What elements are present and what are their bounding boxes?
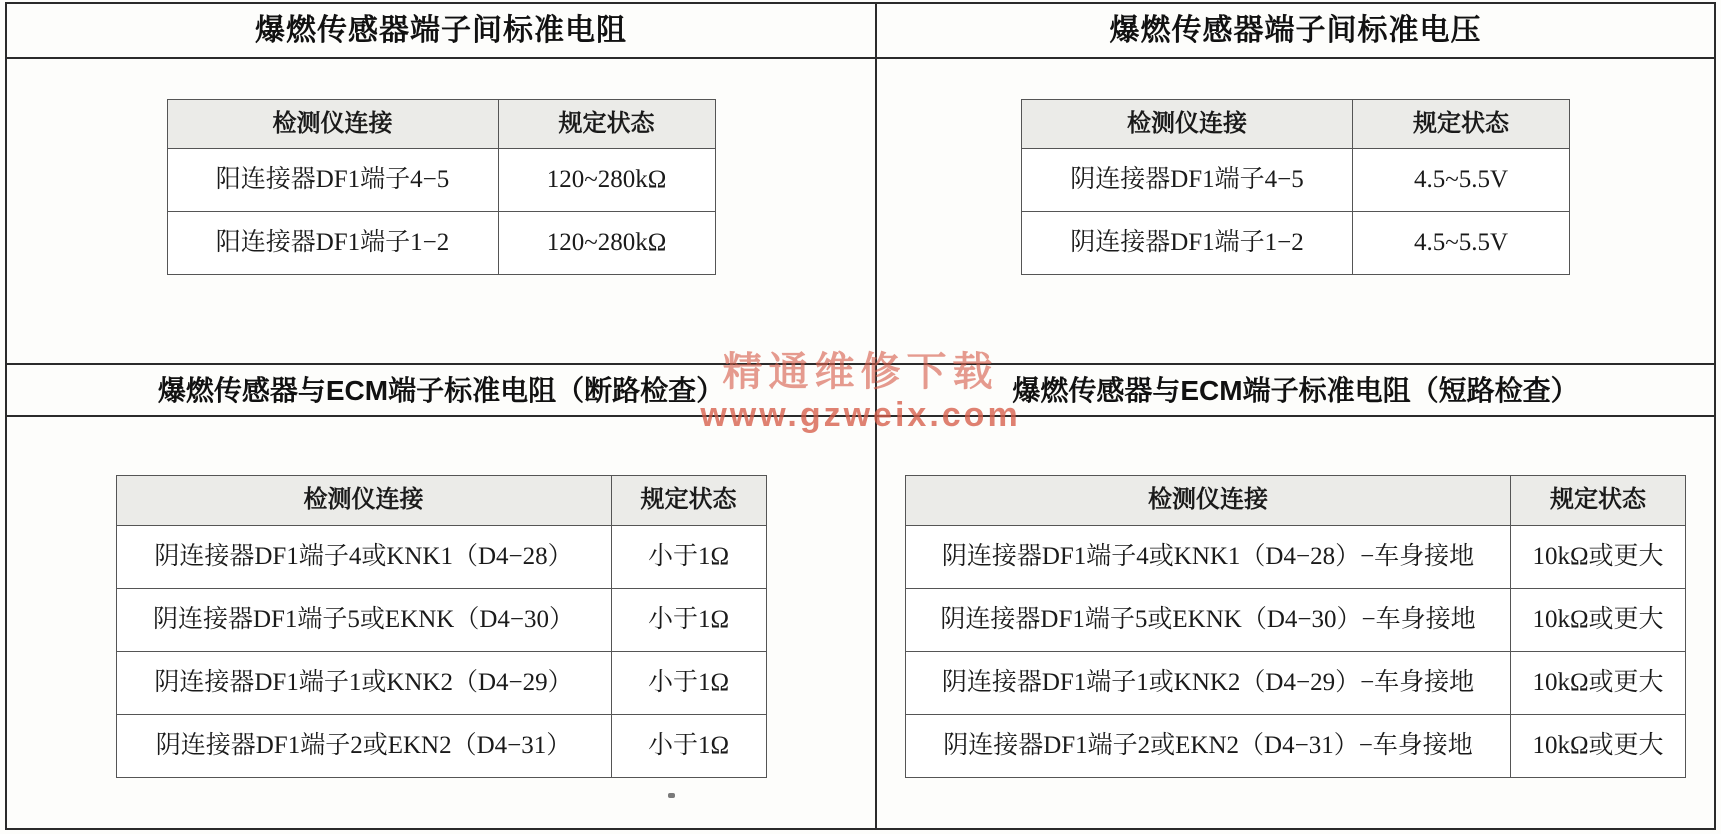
- table-row: [906, 714, 1686, 777]
- cell-tester-connection: 阴连接器DF1端子1或KNK2（D4−29）−车身接地: [906, 651, 1511, 714]
- panel-ecm-resistance-short-circuit: [876, 364, 1716, 830]
- table-header-row: [167, 99, 715, 149]
- column-header-specified-condition: 规定状态: [1511, 476, 1686, 526]
- panel-body-top-right: [877, 59, 1714, 364]
- table-row: [116, 588, 766, 651]
- cell-tester-connection: 阴连接器DF1端子4或KNK1（D4−28）−车身接地: [906, 525, 1511, 588]
- column-header-specified-condition: 规定状态: [611, 476, 766, 526]
- table-row: [1022, 149, 1570, 212]
- cell-tester-connection: 阴连接器DF1端子1或KNK2（D4−29）: [116, 651, 611, 714]
- table-row: [116, 651, 766, 714]
- column-header-tester-connection: 检测仪连接: [906, 476, 1511, 526]
- table-row: [1022, 212, 1570, 275]
- column-header-tester-connection: 检测仪连接: [1022, 99, 1353, 149]
- table-bottom-right: [905, 475, 1686, 778]
- table-row: [116, 525, 766, 588]
- cell-tester-connection: 阴连接器DF1端子2或EKN2（D4−31）−车身接地: [906, 714, 1511, 777]
- cell-specified-condition: 小于1Ω: [611, 525, 766, 588]
- table-header-row: [116, 476, 766, 526]
- spec-table-grid: [5, 2, 1716, 830]
- panel-ecm-resistance-open-circuit: [5, 364, 876, 830]
- column-header-tester-connection: 检测仪连接: [116, 476, 611, 526]
- cell-specified-condition: 小于1Ω: [611, 651, 766, 714]
- table-row: [906, 651, 1686, 714]
- cell-specified-condition: 10kΩ或更大: [1511, 588, 1686, 651]
- panel-body-top-left: [7, 59, 875, 364]
- table-bottom-left: [116, 475, 767, 778]
- column-header-specified-condition: 规定状态: [498, 99, 715, 149]
- table-top-right: [1021, 99, 1570, 276]
- panel-knock-sensor-terminal-resistance: [5, 2, 876, 364]
- panel-title-top-right: 爆燃传感器端子间标准电压: [877, 4, 1714, 59]
- column-header-tester-connection: 检测仪连接: [167, 99, 498, 149]
- panel-body-bottom-right: [877, 417, 1714, 828]
- panel-title-bottom-right: 爆燃传感器与ECM端子标准电阻（短路检查）: [877, 365, 1714, 417]
- watermark-line-1: 精通维修下载: [722, 350, 999, 394]
- cell-specified-condition: 120~280kΩ: [498, 212, 715, 275]
- table-header-row: [1022, 99, 1570, 149]
- cell-specified-condition: 4.5~5.5V: [1353, 149, 1570, 212]
- table-top-left: [167, 99, 716, 276]
- table-header-row: [906, 476, 1686, 526]
- cell-specified-condition: 10kΩ或更大: [1511, 714, 1686, 777]
- table-row: [167, 149, 715, 212]
- cell-tester-connection: 阳连接器DF1端子4−5: [167, 149, 498, 212]
- cell-specified-condition: 小于1Ω: [611, 588, 766, 651]
- cell-specified-condition: 10kΩ或更大: [1511, 651, 1686, 714]
- cell-tester-connection: 阴连接器DF1端子4或KNK1（D4−28）: [116, 525, 611, 588]
- panel-title-bottom-left: 爆燃传感器与ECM端子标准电阻（断路检查）: [7, 365, 875, 417]
- panel-title-top-left: 爆燃传感器端子间标准电阻: [7, 4, 875, 59]
- cell-tester-connection: 阴连接器DF1端子5或EKNK（D4−30）−车身接地: [906, 588, 1511, 651]
- cell-tester-connection: 阴连接器DF1端子2或EKN2（D4−31）: [116, 714, 611, 777]
- cell-specified-condition: 小于1Ω: [611, 714, 766, 777]
- column-header-specified-condition: 规定状态: [1353, 99, 1570, 149]
- panel-body-bottom-left: [7, 417, 875, 828]
- scan-artifact-speck: [668, 793, 675, 798]
- table-row: [116, 714, 766, 777]
- watermark-line-2: www.gzweix.com: [700, 396, 1021, 434]
- table-row: [906, 525, 1686, 588]
- panel-knock-sensor-terminal-voltage: [876, 2, 1716, 364]
- cell-specified-condition: 10kΩ或更大: [1511, 525, 1686, 588]
- cell-tester-connection: 阴连接器DF1端子1−2: [1022, 212, 1353, 275]
- cell-specified-condition: 4.5~5.5V: [1353, 212, 1570, 275]
- table-row: [906, 588, 1686, 651]
- table-row: [167, 212, 715, 275]
- cell-tester-connection: 阴连接器DF1端子4−5: [1022, 149, 1353, 212]
- cell-tester-connection: 阴连接器DF1端子5或EKNK（D4−30）: [116, 588, 611, 651]
- cell-tester-connection: 阳连接器DF1端子1−2: [167, 212, 498, 275]
- cell-specified-condition: 120~280kΩ: [498, 149, 715, 212]
